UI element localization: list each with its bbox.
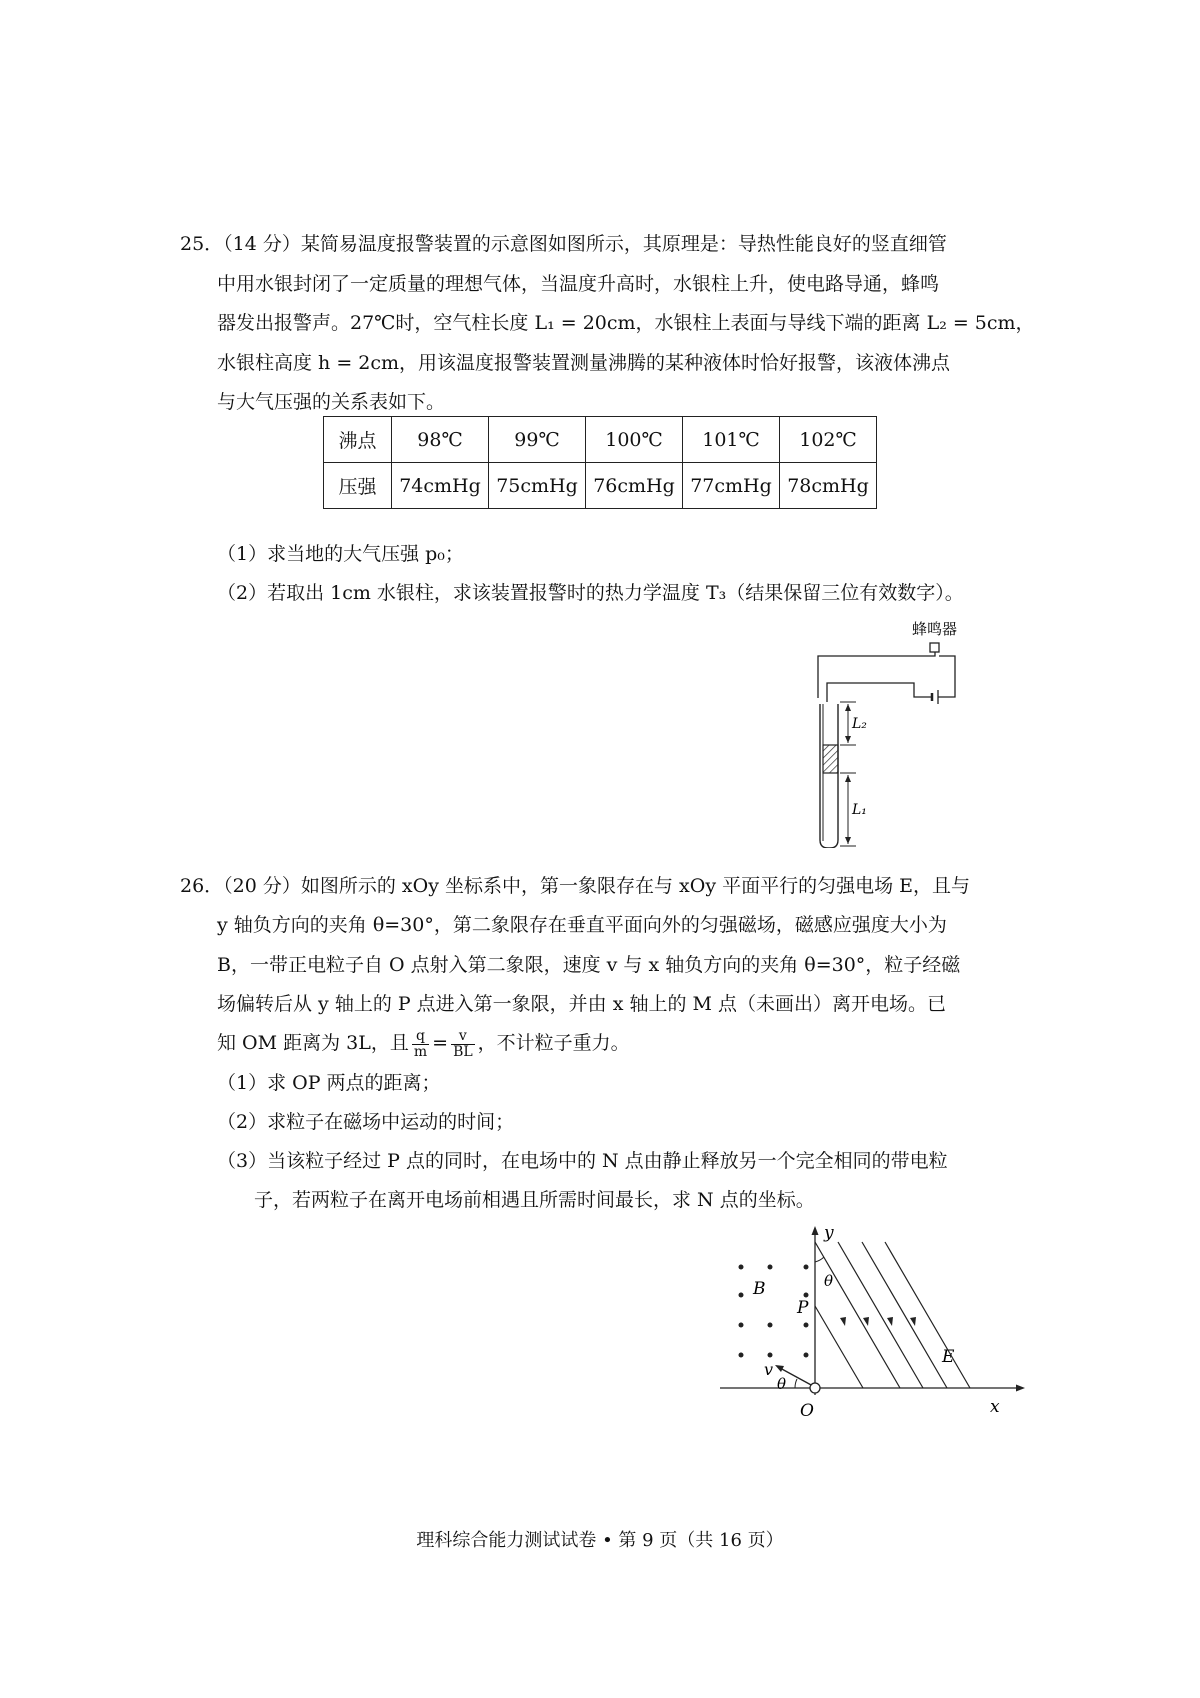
electric-field-label: E bbox=[942, 1347, 955, 1367]
q25-line-4: 水银柱高度 h = 2cm，用该温度报警装置测量沸腾的某种液体时恰好报警，该液体沸点 bbox=[217, 352, 951, 374]
field-coordinate-figure bbox=[720, 1220, 1040, 1420]
buzzer-icon bbox=[930, 643, 939, 652]
q26-line-1: 26．（20 分）如图所示的 xOy 坐标系中，第一象限存在与 xOy 平面平行的匀强电场 E，且与 bbox=[180, 875, 971, 897]
table-header-cell: 沸点 bbox=[324, 417, 392, 463]
fraction-numerator: q bbox=[412, 1029, 429, 1045]
fraction-denominator: BL bbox=[453, 1043, 473, 1060]
q25-line-5: 与大气压强的关系表如下。 bbox=[217, 391, 446, 413]
theta-label: θ bbox=[824, 1272, 834, 1290]
velocity-fraction bbox=[451, 1029, 475, 1060]
charge-mass-fraction bbox=[412, 1029, 429, 1060]
l1-label: L₁ bbox=[852, 802, 867, 818]
q25-sub-1: （1）求当地的大气压强 p₀； bbox=[217, 543, 464, 565]
table-cell: 100℃ bbox=[586, 417, 683, 463]
table-cell: 76cmHg bbox=[586, 463, 683, 509]
x-axis-label: x bbox=[990, 1397, 1000, 1417]
y-axis-label: y bbox=[824, 1223, 834, 1243]
equals-sign: = bbox=[432, 1032, 449, 1054]
table-cell: 99℃ bbox=[489, 417, 586, 463]
table-cell: 98℃ bbox=[392, 417, 489, 463]
velocity-label: v bbox=[764, 1360, 774, 1379]
q25-sub-2: （2）若取出 1cm 水银柱，求该装置报警时的热力学温度 T₃（结果保留三位有效数字）。 bbox=[217, 582, 964, 604]
mercury-column bbox=[823, 745, 838, 773]
boiling-point-table bbox=[323, 416, 877, 509]
q26-line-4: 场偏转后从 y 轴上的 P 点进入第一象限，并由 x 轴上的 M 点（未画出）离开电场。已 bbox=[217, 993, 947, 1015]
q25-line-1: 25．（14 分）某简易温度报警装置的示意图如图所示，其原理是：导热性能良好的竖直细管 bbox=[180, 233, 947, 255]
table-row bbox=[324, 463, 877, 509]
q26-line-5 bbox=[217, 1026, 630, 1060]
page-footer: 理科综合能力测试试卷 • 第 9 页（共 16 页） bbox=[416, 1530, 784, 1551]
alarm-device-figure bbox=[800, 618, 980, 848]
q26-sub-2: （2）求粒子在磁场中运动的时间； bbox=[217, 1111, 515, 1133]
q25-line-2: 中用水银封闭了一定质量的理想气体，当温度升高时，水银柱上升，使电路导通，蜂鸣 bbox=[217, 273, 940, 295]
table-cell: 102℃ bbox=[780, 417, 877, 463]
q26-sub-3-line-2: 子，若两粒子在离开电场前相遇且所需时间最长，求 N 点的坐标。 bbox=[254, 1189, 815, 1211]
fraction-denominator: m bbox=[413, 1043, 428, 1060]
q25-line-3: 器发出报警声。27℃时，空气柱长度 L₁ = 20cm，水银柱上表面与导线下端的距离 L₂ = 5cm， bbox=[217, 312, 1035, 334]
table-header-cell: 压强 bbox=[324, 463, 392, 509]
l2-label: L₂ bbox=[852, 716, 867, 732]
fraction-numerator: v bbox=[451, 1029, 475, 1045]
q26-line-3: B，一带正电粒子自 O 点射入第二象限，速度 v 与 x 轴负方向的夹角 θ=30°，粒子经磁 bbox=[217, 954, 961, 976]
q26-line-2: y 轴负方向的夹角 θ=30°，第二象限存在垂直平面向外的匀强磁场，磁感应强度大小为 bbox=[217, 914, 947, 936]
table-row bbox=[324, 417, 877, 463]
q26-line-5-suffix: ，不计粒子重力。 bbox=[477, 1032, 630, 1054]
table-cell: 77cmHg bbox=[683, 463, 780, 509]
table-cell: 101℃ bbox=[683, 417, 780, 463]
table-cell: 74cmHg bbox=[392, 463, 489, 509]
buzzer-label: 蜂鸣器 bbox=[912, 620, 958, 638]
q26-sub-1: （1）求 OP 两点的距离； bbox=[217, 1072, 441, 1094]
q26-sub-3-line-1: （3）当该粒子经过 P 点的同时，在电场中的 N 点由静止释放另一个完全相同的带电粒 bbox=[217, 1150, 948, 1172]
field-arrows bbox=[840, 1317, 916, 1326]
point-p-label: P bbox=[797, 1298, 809, 1318]
table-cell: 75cmHg bbox=[489, 463, 586, 509]
origin-point bbox=[810, 1383, 820, 1393]
table-cell: 78cmHg bbox=[780, 463, 877, 509]
origin-label: O bbox=[800, 1401, 814, 1420]
magnetic-field-label: B bbox=[753, 1279, 766, 1299]
q26-line-5-prefix: 知 OM 距离为 3L，且 bbox=[217, 1032, 409, 1054]
theta-label: θ bbox=[777, 1375, 787, 1393]
